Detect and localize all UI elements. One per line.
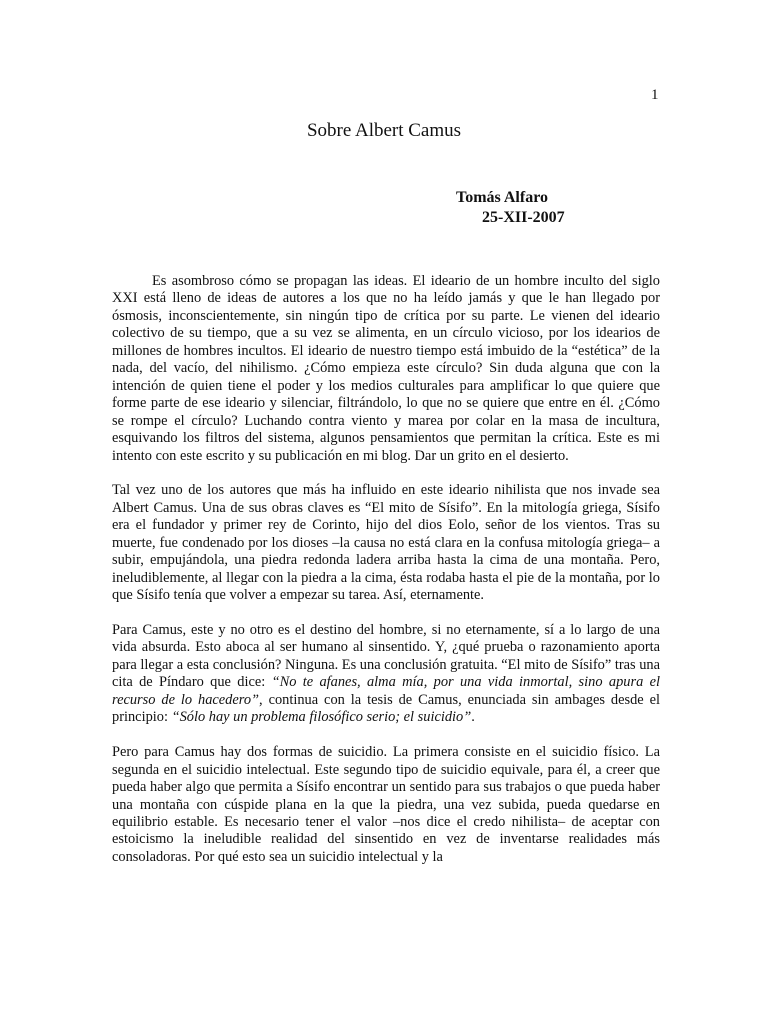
author-date: 25-XII-2007: [482, 209, 565, 226]
paragraph: [112, 744, 660, 866]
text-run: , continua con la tesis de Camus, enunciada sin ambages desde el principio:: [112, 691, 660, 726]
author-block: [456, 188, 565, 228]
paragraph: [112, 622, 660, 727]
text-run: Es asombroso cómo se propagan las ideas. El ideario de un hombre inculto del siglo XXI está lleno de ideas de autores a los que no ha leído jamás y que le han llegado por ósmosis, inconscientemente, sin ningún tipo de crítica por su parte. Le vienen del ideario colectivo de su tiempo, que a su vez se alimenta, en un círculo vicioso, por los idearios de millones de hombres incultos. El ideario de nuestro tiempo está imbuido de la “estética” de la nada, del vacío, del nihilismo. ¿Cómo empieza este círculo? Sin duda alguna que con la intención de quien tiene el poder y los medios culturales para amplificar lo que quiere que forme parte de ese ideario y silenciar, filtrándolo, lo que no se quiere que entre en él. ¿Cómo se rompe el círculo? Luchando contra viento y marea por colar en la masa de incultura, esquivando los filtros del sistema, algunos pensamientos que permitan la crítica. Este es mi intento con este escrito y su publicación en mi blog. Dar un grito en el desierto.: [112, 273, 660, 464]
text-run: Pero para Camus hay dos formas de suicidio. La primera consiste en el suicidio físico. La segunda en el suicidio intelectual. Este segundo tipo de suicidio equivale, para él, a creer que pueda haber algo que permita a Sísifo encontrar un sentido para sus trabajos o que pueda haber una montaña con cúspide plana en la que la piedra, una vez subida, pueda quedarse en equilibrio estable. Es necesario tener el valor –nos dice el credo nihilista– de aceptar con estoicismo la ineludible realidad del sinsentido en vez de inventarse realidades más consoladoras. Por qué esto sea un suicidio intelectual y la: [112, 744, 660, 865]
italic-quote: “No te afanes, alma mía, por una vida inmortal, sino apura el recurso de lo hacedero”: [112, 674, 660, 708]
text-run: Tal vez uno de los autores que más ha influido en este ideario nihilista que nos invade sea Albert Camus. Una de sus obras claves es “El mito de Sísifo”. En la mitología griega, Sísifo era el fundador y primer rey de Corinto, hijo del dios Eolo, señor de los vientos. Tras su muerte, fue condenado por los dioses –la causa no está clara en la confusa mitología griega– a subir, empujándola, una piedra redonda ladera arriba hasta la cima de una montaña. Pero, ineludiblemente, al llegar con la piedra a la cima, ésta rodaba hasta el pie de la montaña, por lo que Sísifo tenía que volver a empezar su tarea. Así, eternamente.: [112, 482, 660, 604]
paragraph: [112, 482, 660, 604]
text-run: Para Camus, este y no otro es el destino del hombre, si no eternamente, sí a lo largo de una vida absurda. Esto aboca al ser humano al sinsentido. Y, ¿qué prueba o razonamiento aporta para llegar a esta conclusión? Ninguna. Es una conclusión gratuita. “El mito de Sísifo” tras una cita de Píndaro que dice:: [112, 622, 660, 691]
italic-quote: “Sólo hay un problema filosófico serio; el suicidio”: [171, 709, 472, 726]
page-number: 1: [651, 87, 659, 103]
text-run: .: [471, 709, 475, 726]
author-name: Tomás Alfaro: [456, 189, 549, 206]
document-body: [112, 273, 660, 866]
document-title: Sobre Albert Camus: [306, 120, 462, 141]
paragraph: [112, 273, 660, 465]
